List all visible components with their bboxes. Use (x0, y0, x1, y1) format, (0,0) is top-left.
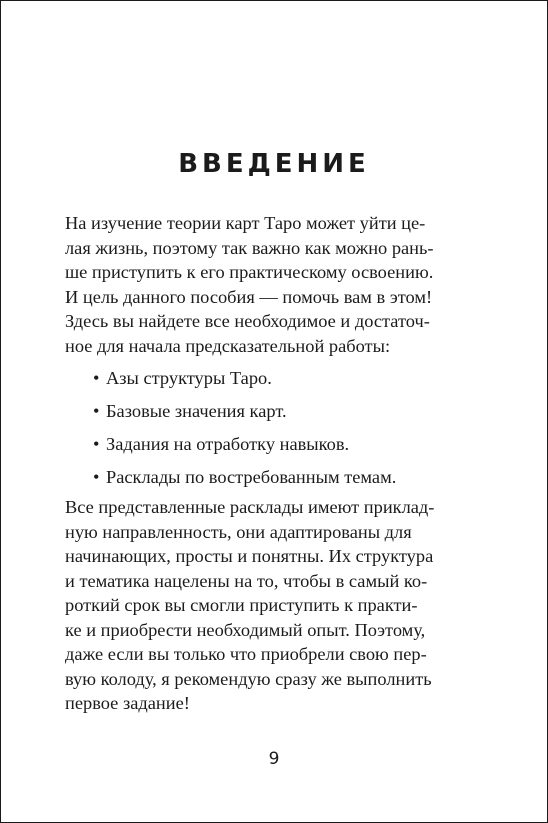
bullet-text: Базовые значения карт. (106, 401, 287, 421)
page-number: 9 (268, 749, 280, 769)
intro-line: лая жизнь, поэтому так важно как можно рань- (65, 237, 434, 258)
closing-line: ную направленность, они адаптированы для (65, 521, 412, 542)
closing-paragraph (65, 495, 473, 716)
intro-line: Здесь вы найдете все необходимое и достаточ- (65, 311, 430, 331)
closing-line: начинающих, просты и понятны. Их структура (65, 546, 434, 566)
closing-line: Все представленные расклады имеют приклад- (65, 497, 435, 517)
bullet-item (93, 399, 396, 432)
bullet-text: Задания на отработку навыков. (106, 434, 350, 454)
closing-line: даже если вы только что приобрели свою пер- (65, 644, 427, 664)
bullet-icon: • (93, 368, 100, 388)
bullet-item (93, 465, 396, 498)
bullet-item (93, 366, 396, 399)
bullet-text: Азы структуры Таро. (106, 368, 272, 388)
intro-line: ше приступить к его практическому освоению. (65, 262, 434, 282)
closing-line: первое задание! (65, 693, 190, 713)
bullet-list (93, 366, 396, 498)
chapter-title: ВВЕДЕНИЕ (178, 149, 370, 179)
intro-line: И цель данного пособия — помочь вам в этом! (65, 286, 433, 307)
bullet-icon: • (93, 401, 100, 421)
bullet-item (93, 432, 396, 465)
closing-line: ке и приобрести необходимый опыт. Поэтому, (65, 619, 426, 640)
intro-line: ное для начала предсказательной работы: (65, 335, 391, 356)
intro-paragraph (65, 211, 473, 358)
bullet-text: Расклады по востребованным темам. (106, 467, 397, 487)
closing-line: и тематика нацелены на то, чтобы в самый ко- (65, 570, 428, 591)
bullet-icon: • (93, 467, 100, 487)
closing-line: роткий срок вы смогли приступить к практи- (65, 595, 418, 615)
bullet-icon: • (93, 434, 100, 454)
intro-line: На изучение теории карт Таро может уйти це- (65, 213, 426, 233)
closing-line: вую колоду, я рекомендую сразу же выполнить (65, 668, 432, 689)
